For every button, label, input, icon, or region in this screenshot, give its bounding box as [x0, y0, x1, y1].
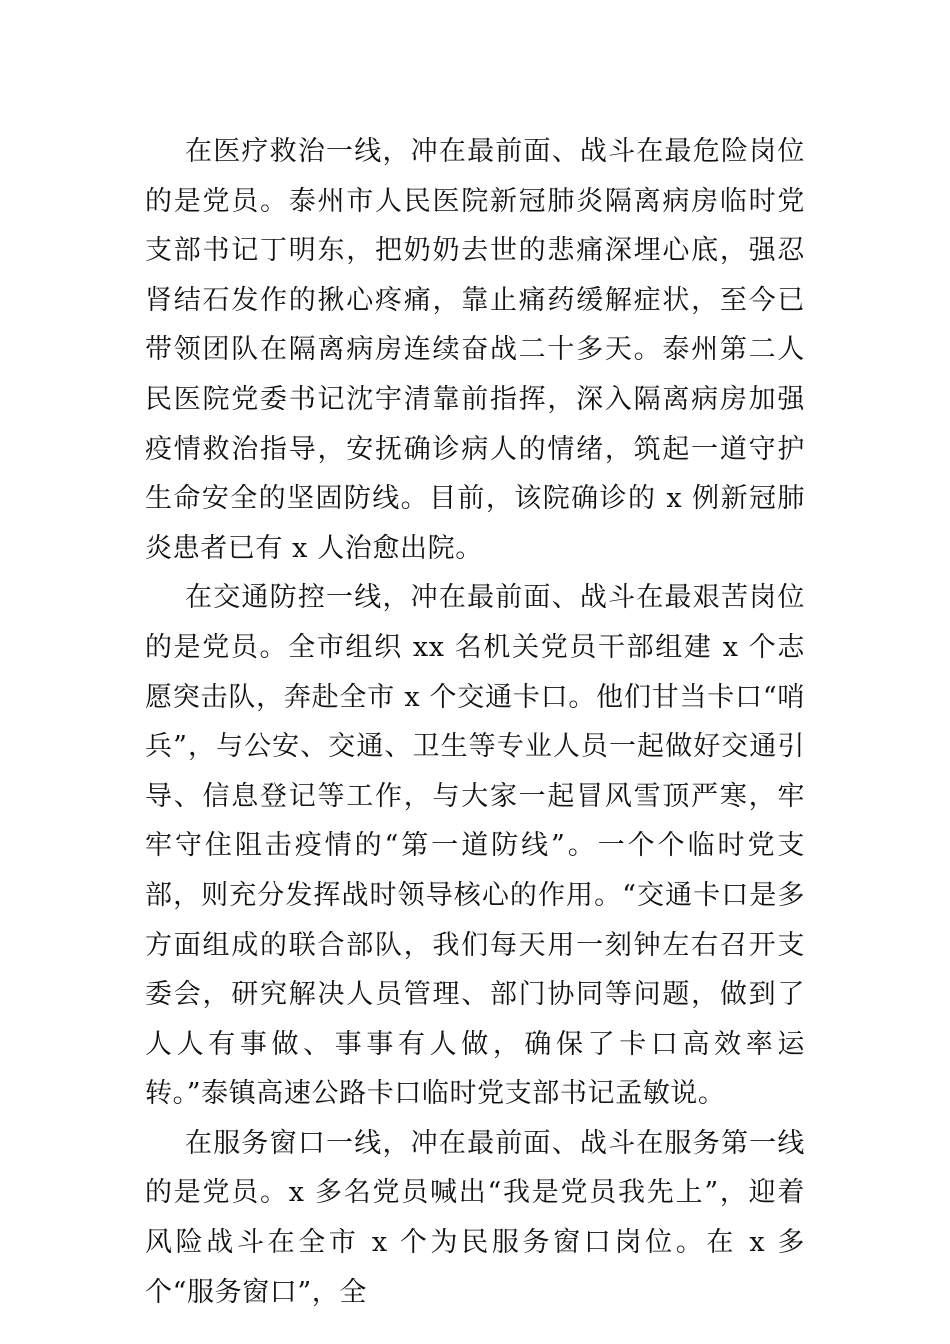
- body-text: [145, 127, 805, 1317]
- paragraph-traffic-frontline: 在交通防控一线，冲在最前面、战斗在最艰苦岗位的是党员。全市组织 xx 名机关党员干部组建 x 个志愿突击队，奔赴全市 x 个交通卡口。他们甘当卡口“哨兵”，与公安、交通、卫生等专业人员一起做好交通引导、信息登记等工作，与大家一起冒风雪顶严寒，牢牢守住阻击疫情的“第一道防线”。一个个临时党支部，则充分发挥战时领导核心的作用。“交通卡口是多方面组成的联合部队，我们每天用一刻钟左右召开支委会，研究解决人员管理、部门协同等问题，做到了人人有事做、事事有人做，确保了卡口高效率运转。”泰镇高速公路卡口临时党支部书记孟敏说。: [145, 582, 805, 1110]
- paragraph-service-frontline: 在服务窗口一线，冲在最前面、战斗在服务第一线的是党员。x 多名党员喊出“我是党员我先上”，迎着风险战斗在全市 x 个为民服务窗口岗位。在 x 多个“服务窗口”，全: [145, 1127, 805, 1308]
- paragraph-medical-frontline: 在医疗救治一线，冲在最前面、战斗在最危险岗位的是党员。泰州市人民医院新冠肺炎隔离病房临时党支部书记丁明东，把奶奶去世的悲痛深埋心底，强忍肾结石发作的揪心疼痛，靠止痛药缓解症状，至今已带领团队在隔离病房连续奋战二十多天。泰州第二人民医院党委书记沈宇清靠前指挥，深入隔离病房加强疫情救治指导，安抚确诊病人的情绪，筑起一道守护生命安全的坚固防线。目前，该院确诊的 x 例新冠肺炎患者已有 x 人治愈出院。: [145, 136, 805, 564]
